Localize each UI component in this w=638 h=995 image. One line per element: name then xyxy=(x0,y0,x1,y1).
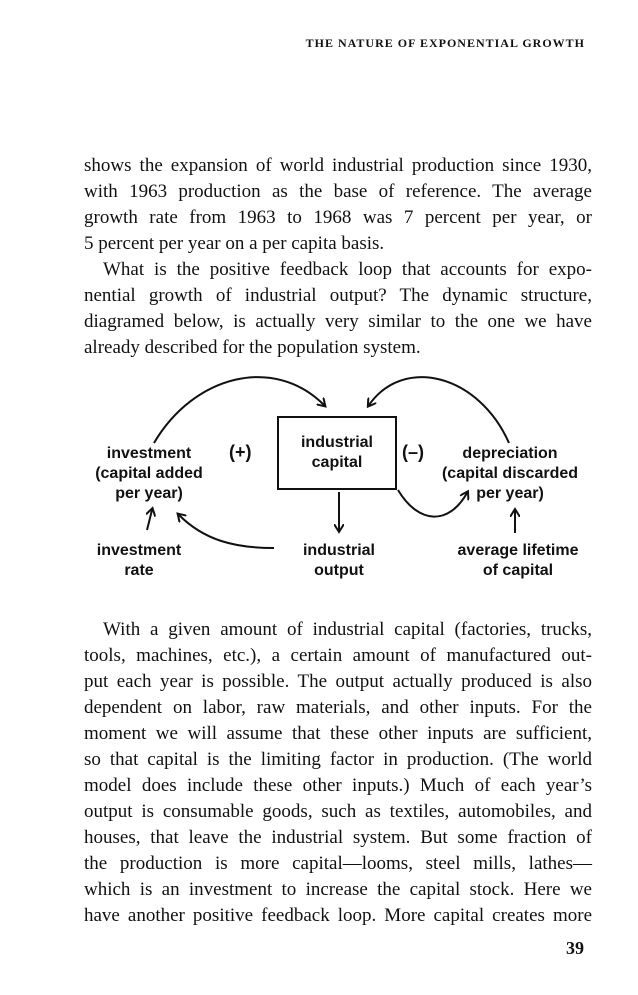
text-line: already described for the population system. xyxy=(84,337,421,358)
text-line: growth rate from 1963 to 1968 was 7 percent per year, or xyxy=(84,207,592,228)
investment-rate-label: investment rate xyxy=(96,542,182,579)
investment-label: investment (capital added per year) xyxy=(95,445,203,502)
paragraph-top xyxy=(84,153,592,361)
text-line: so that capital is the limiting factor in production. (The world xyxy=(84,749,592,770)
text-line: shows the expansion of world industrial production since 1930, xyxy=(84,155,592,176)
text-line: With a given amount of industrial capital (factories, trucks, xyxy=(103,619,592,640)
running-head: THE NATURE OF EXPONENTIAL GROWTH xyxy=(305,36,585,50)
text-line: output is consumable goods, such as textiles, automobiles, and xyxy=(84,801,592,822)
text-line: which is an investment to increase the capital stock. Here we xyxy=(84,879,592,900)
text-line: nential growth of industrial output? The dynamic structure, xyxy=(84,285,592,306)
industrial-capital-label: industrial capital xyxy=(300,434,373,471)
text-line: What is the positive feedback loop that accounts for expo- xyxy=(103,259,592,280)
text-line: dependent on labor, raw materials, and other inputs. For the xyxy=(84,697,592,718)
minus-sign: (–) xyxy=(402,442,424,462)
plus-sign: (+) xyxy=(229,442,252,462)
average-lifetime-label: average lifetime of capital xyxy=(457,542,579,579)
page-number: 39 xyxy=(566,938,584,958)
depreciation-label: depreciation (capital discarded per year) xyxy=(441,445,579,502)
text-line: houses, that leave the industrial system. But some fraction of xyxy=(84,827,592,848)
text-line: put each year is possible. The output actually produced is also xyxy=(84,671,592,692)
text-line: moment we will assume that these other inputs are sufficient, xyxy=(84,723,592,744)
text-line: 5 percent per year on a per capita basis. xyxy=(84,233,385,254)
industrial-output-label: industrial output xyxy=(302,542,375,579)
text-line: with 1963 production as the base of reference. The average xyxy=(84,181,592,202)
text-line: model does include these other inputs.) Much of each year’s xyxy=(84,775,592,796)
feedback-loop-diagram xyxy=(84,365,592,585)
text-line: have another positive feedback loop. More capital creates more xyxy=(84,905,592,926)
text-line: diagramed below, is actually very similar to the one we have xyxy=(84,311,592,332)
text-line: the production is more capital—looms, steel mills, lathes— xyxy=(84,853,592,874)
paragraph-bottom xyxy=(84,617,592,929)
rate-to-investment-arrow xyxy=(147,510,152,530)
text-line: tools, machines, etc.), a certain amount of manufactured out- xyxy=(84,645,592,666)
